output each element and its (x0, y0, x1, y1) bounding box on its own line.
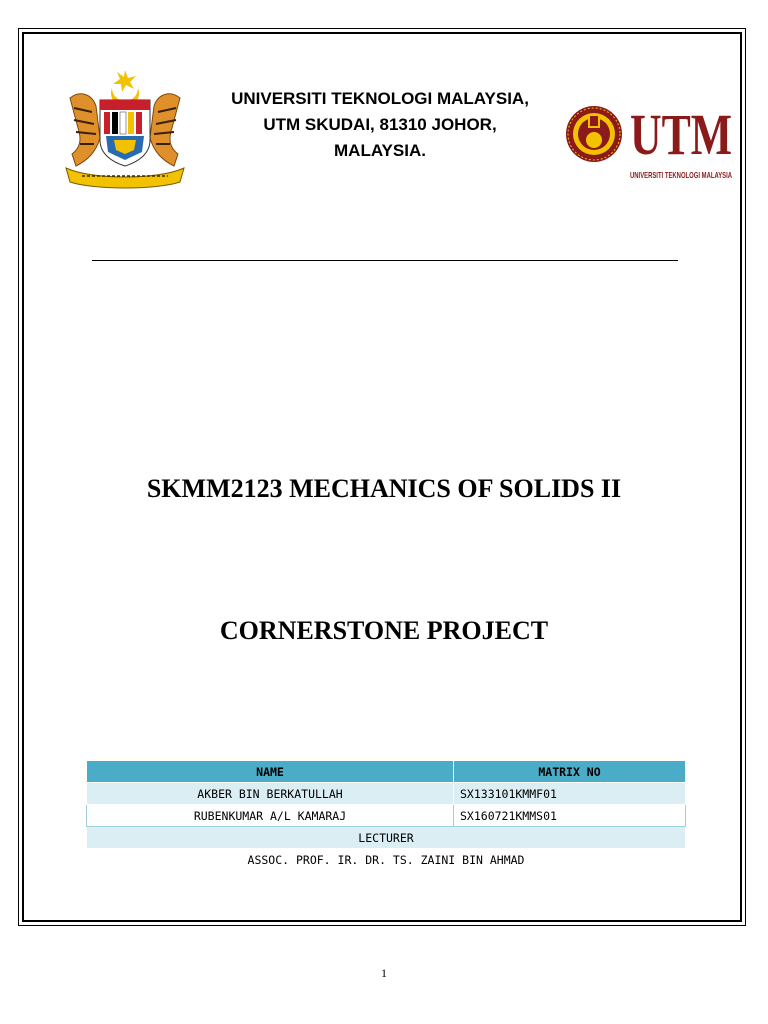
course-title: SKMM2123 MECHANICS OF SOLIDS II (146, 474, 622, 503)
matrix-column-header: MATRIX NO (454, 761, 686, 783)
page-number: 1 (381, 966, 387, 980)
student-matrix: SX160721KMMS01 (454, 805, 686, 827)
project-title: CORNERSTONE PROJECT (219, 616, 549, 645)
university-address: UTM SKUDAI, 81310 JOHOR, (263, 115, 497, 134)
students-table (86, 760, 686, 871)
table-row (87, 783, 686, 805)
lecturer-label-row (87, 827, 686, 849)
table-row (87, 805, 686, 827)
utm-logo-icon (564, 74, 736, 194)
lecturer-label: LECTURER (87, 827, 686, 849)
student-name: RUBENKUMAR A/L KAMARAJ (87, 805, 454, 827)
student-name: AKBER BIN BERKATULLAH (87, 783, 454, 805)
svg-text:UTM: UTM (630, 102, 732, 167)
university-name: UNIVERSITI TEKNOLOGI MALAYSIA, (231, 89, 529, 108)
university-header (190, 86, 570, 164)
lecturer-name-row (87, 849, 686, 871)
student-matrix: SX133101KMMF01 (454, 783, 686, 805)
lecturer-name: ASSOC. PROF. IR. DR. TS. ZAINI BIN AHMAD (87, 849, 686, 871)
name-column-header: NAME (87, 761, 454, 783)
table-header-row (87, 761, 686, 783)
header-divider (92, 260, 678, 261)
malaysia-coat-of-arms-icon (62, 68, 188, 186)
university-country: MALAYSIA. (334, 141, 426, 160)
svg-text:UNIVERSITI TEKNOLOGI MALAYSIA: UNIVERSITI TEKNOLOGI MALAYSIA (630, 170, 732, 180)
